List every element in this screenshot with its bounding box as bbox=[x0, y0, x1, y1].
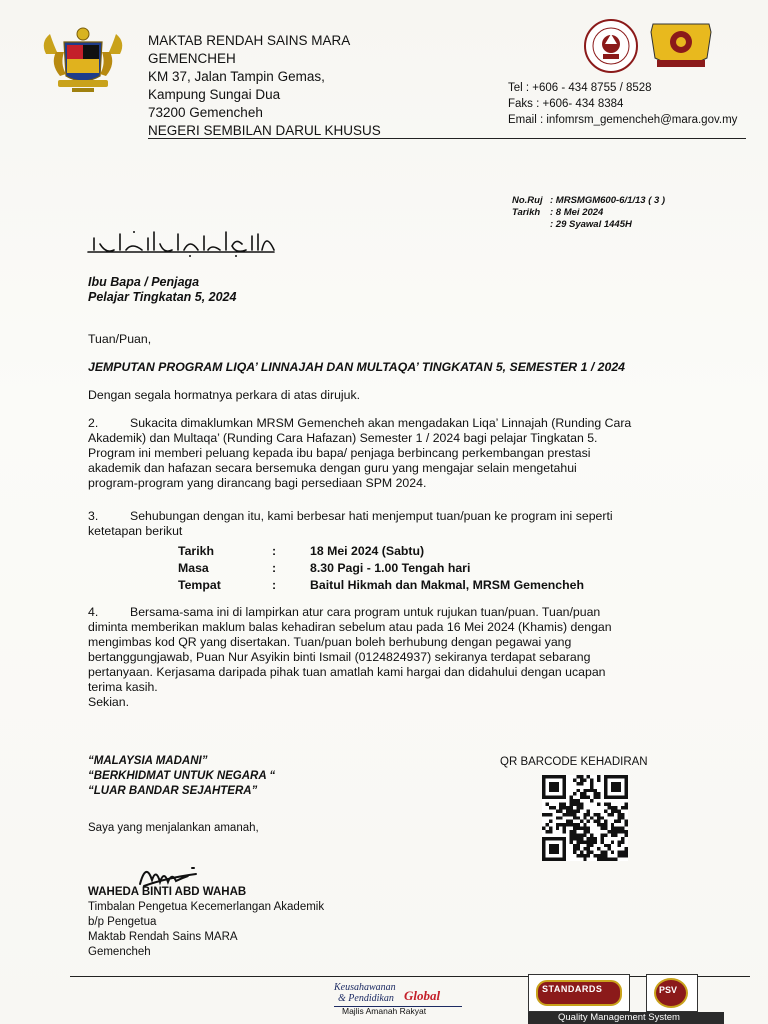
header-divider bbox=[148, 138, 746, 139]
mara-tagline-logo: Keusahawanan Global & Pendidikan Majlis Amanah Rakyat bbox=[330, 980, 470, 1016]
telephone: Tel : +606 - 434 8755 / 8528 bbox=[508, 82, 652, 94]
school-location: GEMENCHEH bbox=[148, 51, 236, 66]
signer-title: b/p Pengetua bbox=[88, 916, 157, 928]
qms-text: Quality Management System bbox=[558, 1012, 680, 1023]
certification-logos bbox=[528, 974, 724, 1024]
hijri-date: : 29 Syawal 1445H bbox=[550, 219, 632, 230]
address-line: 73200 Gemencheh bbox=[148, 105, 263, 120]
paragraph-number: 4. bbox=[88, 605, 99, 619]
psv-badge: PSV bbox=[659, 985, 678, 995]
college-badge-icon bbox=[651, 24, 711, 67]
closing-word: Sekian. bbox=[88, 695, 130, 709]
reference-block bbox=[512, 195, 665, 231]
address-line: KM 37, Jalan Tampin Gemas, bbox=[148, 69, 325, 84]
fax: Faks : +606- 434 8384 bbox=[508, 98, 624, 110]
slogan: “LUAR BANDAR SEJAHTERA” bbox=[88, 785, 258, 797]
recipient-line: Pelajar Tingkatan 5, 2024 bbox=[88, 290, 237, 304]
paragraph-number: 3. bbox=[88, 509, 99, 523]
recipient-block bbox=[88, 275, 236, 305]
signer-name: WAHEDA BINTI ABD WAHAB bbox=[88, 886, 247, 898]
schedule-row: Tarikh : 18 Mei 2024 (Sabtu) bbox=[178, 544, 425, 558]
schedule-row: Masa : 8.30 Pagi - 1.00 Tengah hari bbox=[178, 561, 471, 575]
school-name: MAKTAB RENDAH SAINS MARA bbox=[148, 33, 351, 48]
salam-calligraphy bbox=[86, 228, 276, 258]
ref-label: No.Ruj bbox=[512, 195, 543, 206]
opening-line: Dengan segala hormatnya perkara di atas dirujuk. bbox=[88, 388, 361, 402]
signer-block bbox=[88, 885, 324, 960]
subject-line: JEMPUTAN PROGRAM LIQA’ LINNAJAH DAN MULTAQA’ TINGKATAN 5, SEMESTER 1 / 2024 bbox=[88, 360, 626, 374]
paragraph-2: 2. Sukacita dimaklumkan MRSM Gemencheh akan mengadakan Liqa’ Linnajah (Runding Cara Akademik) dan Multaqa’ (Runding Cara Hafazan) Semester 1 / 2024 bagi pelajar Tingkatan 5. Program ini memberi peluang kepada ibu bapa/ penjaga berbincang perkembangan prestasi akademik dan hafazan secara bersemuka dengan guru yang mengajar selain mengetahui program-program yang dirancang bagi persediaan SPM 2024. bbox=[88, 416, 632, 490]
address-line: Kampung Sungai Dua bbox=[148, 87, 281, 102]
paragraph-3: 3. Sehubungan dengan itu, kami berbesar hati menjemput tuan/puan ke program ini seperti ketetapan berikut bbox=[88, 509, 613, 538]
paragraph-number: 2. bbox=[88, 416, 99, 430]
slogan: “MALAYSIA MADANI” bbox=[88, 755, 208, 767]
contact-block bbox=[508, 80, 737, 128]
date-label: Tarikh bbox=[512, 207, 541, 218]
address-state: NEGERI SEMBILAN DARUL KHUSUS bbox=[148, 123, 381, 138]
sign-off: Saya yang menjalankan amanah, bbox=[88, 822, 259, 834]
schedule-row: Tempat : Baitul Hikmah dan Makmal, MRSM Gemencheh bbox=[178, 578, 585, 592]
qr-label: QR BARCODE KEHADIRAN bbox=[500, 756, 648, 768]
paragraph-4: 4. Bersama-sama ini di lampirkan atur cara program untuk rujukan tuan/puan. Tuan/puan diminta memberikan maklum balas kehadiran sebelum atau pada 16 Mei 2024 (Khamis) dengan mengimbas kod QR yang disertakan. Tuan/puan boleh berhubung dengan pegawai yang bertanggungjawab, Puan Nur Asyikin binti Ismail (0124824937) sekiranya terdapat sebarang pertanyaan. Kerjasama daripada pihak tuan amatlah kami hargai dan didahului dengan ucapan terima kasih. Sekian. bbox=[88, 605, 688, 710]
slogan: “BERKHIDMAT UNTUK NEGARA “ bbox=[88, 770, 276, 782]
signer-title: Timbalan Pengetua Kecemerlangan Akademik bbox=[88, 901, 325, 913]
standards-badge: STANDARDS bbox=[542, 984, 603, 994]
date-value: : 8 Mei 2024 bbox=[550, 207, 604, 218]
event-schedule bbox=[178, 543, 584, 594]
signer-title: Maktab Rendah Sains MARA bbox=[88, 931, 238, 943]
mara-seal-icon bbox=[585, 20, 637, 72]
recipient-line: Ibu Bapa / Penjaga bbox=[88, 275, 200, 289]
slogan-block bbox=[88, 754, 275, 799]
state-crest-icon bbox=[36, 24, 130, 94]
signer-title: Gemencheh bbox=[88, 946, 151, 958]
email: Email : infomrsm_gemencheh@mara.gov.my bbox=[508, 114, 738, 126]
institution-logos bbox=[583, 18, 717, 74]
school-letterhead bbox=[148, 32, 381, 140]
attendance-qr-code[interactable] bbox=[540, 775, 630, 861]
salutation: Tuan/Puan, bbox=[88, 332, 152, 346]
ref-value: : MRSMGM600-6/1/13 ( 3 ) bbox=[550, 195, 666, 206]
